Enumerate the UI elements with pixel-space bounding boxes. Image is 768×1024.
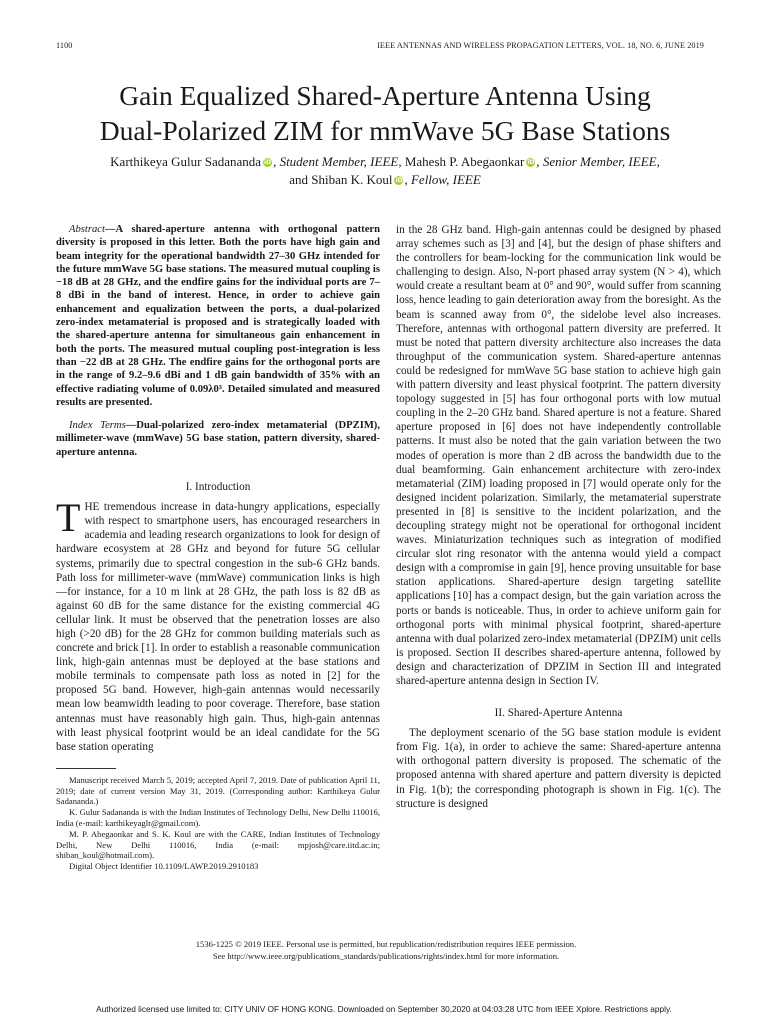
index-terms: Index Terms—Dual-polarized zero-index metamaterial (DPZIM), millimeter-wave (mmWave) 5G base station, pattern diversity, shared-aperture antenna. (56, 420, 380, 458)
intro-paragraph (56, 495, 381, 754)
drop-cap: T (56, 495, 81, 541)
page-number: 1100 (56, 41, 73, 50)
author-name: Karthikeya Gulur Sadananda (110, 154, 262, 169)
footnote: M. P. Abegaonkar and S. K. Koul are with the CARE, Indian Institutes of Technology Delhi, New Delhi 110016, India (e-mail: mpjosh@care.iitd.ac.in; shiban_koul@hotmail.com). (56, 828, 380, 861)
abstract-text: A shared-aperture antenna with orthogonal pattern diversity is proposed in this letter. Both the ports have high gain and beam integrity for the operational bandwidth 27–30 GHz intended for the future mmWave 5G base stations. The measured mutual coupling is −18 dB at 28 GHz, and the endfire gains for the individual ports are 7–8 dBi in the band of interest. Hence, in order to achieve gain enhancement and equalization between the ports, a dual-polarized zero-index metamaterial is proposed and is strategically loaded with the shared-aperture antenna for simultaneous gain enhancement in both the ports. The measured mutual coupling post-integration is less than −22 dB at 28 GHz. The endfire gains for the orthogonal ports are in the range of 9.2–9.6 dBi and 1 dB gain bandwidth of 35% with an effective radiating volume of 0.09λ0³. Detailed simulated and measured results are presented. (56, 224, 380, 408)
right-column (396, 223, 721, 811)
footnotes (56, 775, 380, 872)
orcid-icon[interactable]: iD (527, 159, 535, 166)
body-paragraph: The deployment scenario of the 5G base station module is evident from Fig. 1(a), in order to achieve the same: Shared-aperture antenna with orthogonal pattern diversity is proposed. The schematic of the proposed antenna with shared aperture and pattern diversity is depicted in Fig. 1(b); the corresponding photograph is shown in Fig. 1(c). The structure is designed (396, 727, 721, 810)
copyright-notice (56, 939, 716, 962)
left-column (56, 223, 380, 872)
index-terms-label: Index Terms (69, 420, 126, 432)
author-role: Fellow, IEEE (410, 172, 481, 187)
footnote-rule (56, 768, 116, 769)
copyright-line-2: See http://www.ieee.org/publications_standards/publications/rights/index.html for more information. (212, 950, 560, 961)
intro-text: HE tremendous increase in data-hungry applications, especially with respect to smartphone users, has encouraged researchers in academia and leading research organizations to look for design of hardware ecosystem at 28 GHz and beyond for future 5G cellular systems, primarily due to spectral congestion in the sub-6 GHz bands. Path loss for millimeter-wave (mmWave) communication links is high—for instance, for a 10 m link at 28 GHz, the path loss is 82 dB as against 60 dB for the same distance for the existing commercial 4G cellular link. It must be observed that the penetration losses are also high (>20 dB) for the 28 GHz for common building materials such as concrete and brick [1]. In order to establish a reasonable communication link, high-gain antennas must be deployed at the base stations and mobile terminals to compensate path loss as noted in [2] for the proposed 5G band. However, high-gain antennas would necessarily mean low beamwidth leading to poor coverage. Therefore, base station antennas must have reasonably high gain. Thus, high-gain antennas with least physical footprint would be an ideal candidate for the 5G base station operating (56, 501, 381, 753)
author-conjunction: and (289, 172, 308, 187)
section-heading: II. Shared-Aperture Antenna (494, 707, 623, 720)
orcid-icon[interactable]: iD (264, 159, 272, 166)
title-line-1: Gain Equalized Shared-Aperture Antenna Using (119, 80, 651, 111)
author-role: Student Member, IEEE (279, 154, 399, 169)
license-footer: Authorized licensed use limited to: CITY UNIV OF HONG KONG. Downloaded on September 30,2020 at 04:03:28 UTC from IEEE Xplore. Restrictions apply. (96, 1004, 672, 1014)
body-paragraph: in the 28 GHz band. High-gain antennas could be designed by phased array schemes such as [3] and [4], but the design of phase shifters and the controllers for beam-locking for the communication link would be challenging to design. Also, N-port phased array system (N > 4), which would create a resultant beam at 0° and 90°, would suffer from scanning loss, hence leading to gain deterioration away from the boresight. As the beam is scanned away from 0°, the sidelobe level also increases. Therefore, antennas with orthogonal pattern diversity are preferred. It must be noted that pattern diversity architecture also increases the data throughput of the communication system. Shared-aperture antennas could be redesigned for mmWave 5G base station to achieve high gain with pattern diversity and least physical footprint. The pattern diversity topology suggested in [5] has four orthogonal ports with low mutual coupling in the 2–20 GHz band. Shared aperture is not a feature. Shared aperture proposed in [6] does not have independently controllable patterns. It must also be noted that the gain variation between the two modes of operation is more than 2 dB across the bandwidth due to the dual beamforming. Gain enhancement architecture with zero-index metamaterial (ZIM) loading proposed in [7] would operate only for the designed incident polarization. Similarly, the metamaterial superstrate presented in [8] is sensitive to the incident polarization, and the decoupling strategy might not be operational for orthogonal incident waves. Miniaturization techniques such as integration of modified circular slot ring resonator with the antenna would yield a compact design with a compromise in gain [9], hence proving unsuitable for base station applications. Shared-aperture design targeting satellite applications [10] has a compact design, but the gain variation across the ports or bands is noticeable. Thus, in order to achieve uniform gain for orthogonal ports with minimal physical footprint, shared-aperture antenna with dual polarized zero-index metamaterial (DPZIM) unit cells is proposed. Section II describes shared-aperture antenna, followed by design and characterization of DPZIM in Section III and integrated shared-aperture antenna design in Section IV. (396, 224, 721, 687)
journal-header: IEEE ANTENNAS AND WIRELESS PROPAGATION LETTERS, VOL. 18, NO. 6, JUNE 2019 (377, 41, 704, 50)
copyright-line-1: 1536-1225 © 2019 IEEE. Personal use is permitted, but republication/redistribution requires IEEE permission. (195, 939, 577, 949)
title-line-2: Dual-Polarized ZIM for mmWave 5G Base Stations (99, 115, 671, 146)
section-heading: I. Introduction (185, 481, 251, 494)
orcid-icon[interactable]: iD (395, 177, 403, 184)
footnote: K. Gulur Sadananda is with the Indian Institutes of Technology Delhi, New Delhi 110016, India (e-mail: karthikeyaglr@gmail.com). (56, 807, 380, 829)
doi: Digital Object Identifier 10.1109/LAWP.2019.2910183 (69, 861, 259, 872)
author-name: Shiban K. Koul (311, 172, 393, 187)
abstract: Abstract—A shared-aperture antenna with orthogonal pattern diversity is proposed in this letter. Both the ports have high gain and beam integrity for the operational bandwidth 27–30 GHz intended for the future mmWave 5G base stations. The measured mutual coupling is −18 dB at 28 GHz, and the endfire gains for the individual ports are 7–8 dBi in the band of interest. Hence, in order to achieve gain enhancement and equalization between the ports, a dual-polarized zero-index metamaterial is proposed and is strategically loaded with the shared-aperture antenna for simultaneous gain enhancement in both the ports. The measured mutual coupling post-integration is less than −22 dB at 28 GHz. The endfire gains for the orthogonal ports are in the range of 9.2–9.6 dBi and 1 dB gain bandwidth of 35% with an effective radiating volume of 0.09λ0³. Detailed simulated and measured results are presented. (56, 224, 380, 408)
index-terms-text: Dual-polarized zero-index metamaterial (DPZIM), millimeter-wave (mmWave) 5G base station, pattern diversity, shared-aperture antenna. (56, 420, 380, 458)
paper-title (40, 78, 730, 148)
author-role: Senior Member, IEEE (542, 154, 657, 169)
author-name: Mahesh P. Abegaonkar (404, 154, 525, 169)
author-list: Karthikeya Gulur Sadananda iD , Student Member, IEEE, Mahesh P. Abegaonkar iD , Senior Member, IEEE, and Shiban K. Koul iD , Fellow, IEEE (110, 154, 660, 187)
footnote: Manuscript received March 5, 2019; accepted April 7, 2019. Date of publication April 11, 2019; date of current version May 31, 2019. (Corresponding author: Karthikeya Gulur Sadananda.) (56, 774, 380, 807)
abstract-label: Abstract (69, 224, 105, 235)
